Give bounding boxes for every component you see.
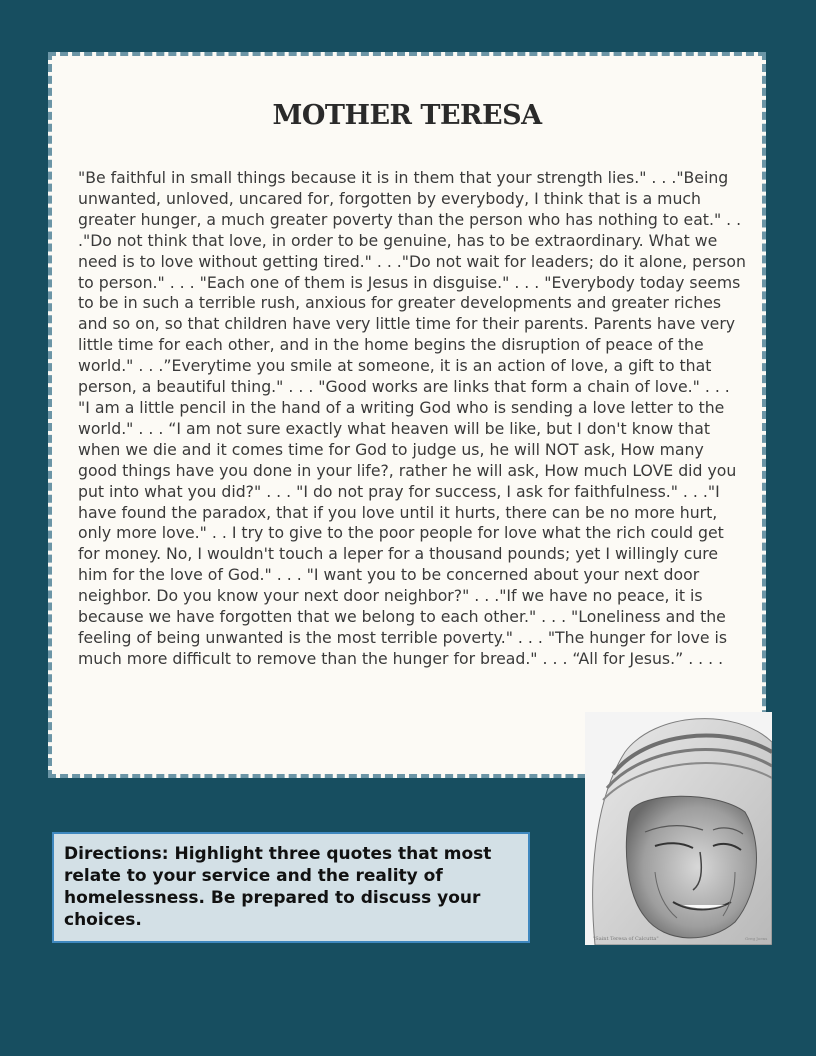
quote-card bbox=[48, 52, 766, 778]
portrait-drawing bbox=[585, 712, 772, 945]
directions-box: Directions: Highlight three quotes that most relate to your service and the reality of homelessness. Be prepared to discuss your choices. bbox=[52, 832, 530, 943]
portrait-sketch-image bbox=[585, 712, 772, 945]
portrait-signature: Greg Joens bbox=[745, 936, 768, 941]
quotes-paragraph: "Be faithful in small things because it is in them that your strength lies." . . ."Being unwanted, unloved, uncared for, forgotten by everybody, I think that is a much greater hunger, a much greater poverty than the person who has nothing to eat." . . ."Do not think that love, in order to be genuine, has to be extraordinary. What we need is to love without getting tired." . . ."Do not wait for leaders; do it alone, person to person." . . . "Each one of them is Jesus in disguise." . . . "Everybody today seems to be in such a terrible rush, anxious for greater developments and greater riches and so on, so that children have very little time for their parents. Parents have very little time for each other, and in the home begins the disruption of peace of the world." . . .”Everytime you smile at someone, it is an action of love, a gift to that person, a beautiful thing." . . . "Good works are links that form a chain of love." . . . "I am a little pencil in the hand of a writing God who is sending a love letter to the world." . . . “I am not sure exactly what heaven will be like, but I don't know that when we die and it comes time for God to judge us, he will NOT ask, How many good things have you done in your life?, rather he will ask, How much LOVE did you put into what you did?" . . . "I do not pray for success, I ask for faithfulness." . . ."I have found the paradox, that if you love until it hurts, there can be no more hurt, only more love." . . I try to give to the poor people for love what the rich could get for money. No, I wouldn't touch a leper for a thousand pounds; yet I willingly cure him for the love of God." . . . "I want you to be concerned about your next door neighbor. Do you know your next door neighbor?" . . ."If we have no peace, it is because we have forgotten that we belong to each other." . . . "Loneliness and the feeling of being unwanted is the most terrible poverty." . . . "The hunger for love is much more difficult to remove than the hunger for bread." . . . “All for Jesus.” . . . . bbox=[78, 168, 746, 668]
page-title: MOTHER TERESA bbox=[272, 100, 542, 131]
portrait-caption: "Saint Teresa of Calcutta" bbox=[593, 936, 659, 942]
